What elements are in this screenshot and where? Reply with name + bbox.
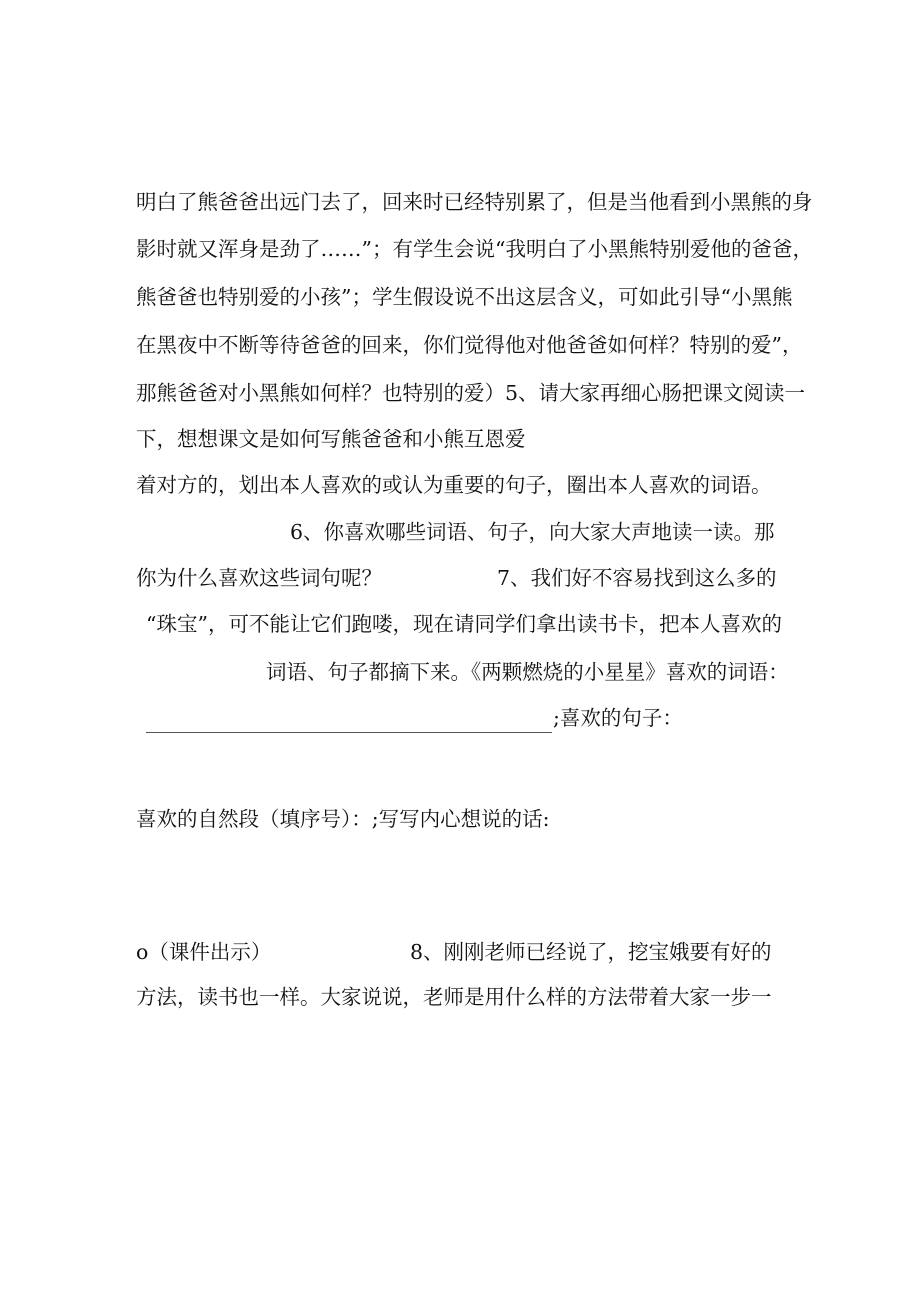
text-line: 6、你喜欢哪些词语、句子，向大家大声地读一读。那	[290, 520, 775, 544]
text-line: 在黑夜中不断等待爸爸的回来，你们觉得他对他爸爸如何样？特别的爱”，	[136, 333, 803, 357]
text-line: 喜欢的自然段（填序号）：;写写内心想说的话:	[136, 807, 550, 831]
text-line: 着对方的，划出本人喜欢的或认为重要的句子，圈出本人喜欢的词语。	[136, 473, 772, 497]
text-line: o（课件出示）	[136, 940, 272, 964]
text-line: 你为什么喜欢这些词句呢？	[136, 566, 382, 590]
text-line: 明白了熊爸爸出远门去了，回来时已经特别累了，但是当他看到小黑熊的身	[136, 190, 813, 214]
text-line: 方法，读书也一样。大家说说，老师是用什么样的方法带着大家一步一	[136, 985, 772, 1009]
text-line: 8、刚刚老师已经说了，挖宝娥要有好的	[410, 940, 772, 964]
text-line: ;喜欢的句子：	[553, 706, 683, 730]
text-line: 7、我们好不容易找到这么多的	[497, 566, 777, 590]
text-line: 词语、句子都摘下来。《两颗燃烧的小星星》喜欢的词语：	[266, 660, 789, 684]
text-line: 影时就又浑身是劲了……”；有学生会说“我明白了小黑熊特别爱他的爸爸，	[136, 237, 813, 261]
text-line: 下，想想课文是如何写熊爸爸和小熊互恩爱	[136, 427, 526, 451]
text-line: “珠宝”，可不能让它们跑喽，现在请同学们拿出读书卡，把本人喜欢的	[146, 612, 782, 636]
text-line: 那熊爸爸对小黑熊如何样？也特别的爱）5、请大家再细心肠把课文阅读一	[136, 381, 806, 405]
text-line: 熊爸爸也特别爱的小孩”；学生假设说不出这层含义，可如此引导“小黑熊	[136, 285, 793, 309]
fill-in-blank-line[interactable]	[146, 704, 552, 733]
